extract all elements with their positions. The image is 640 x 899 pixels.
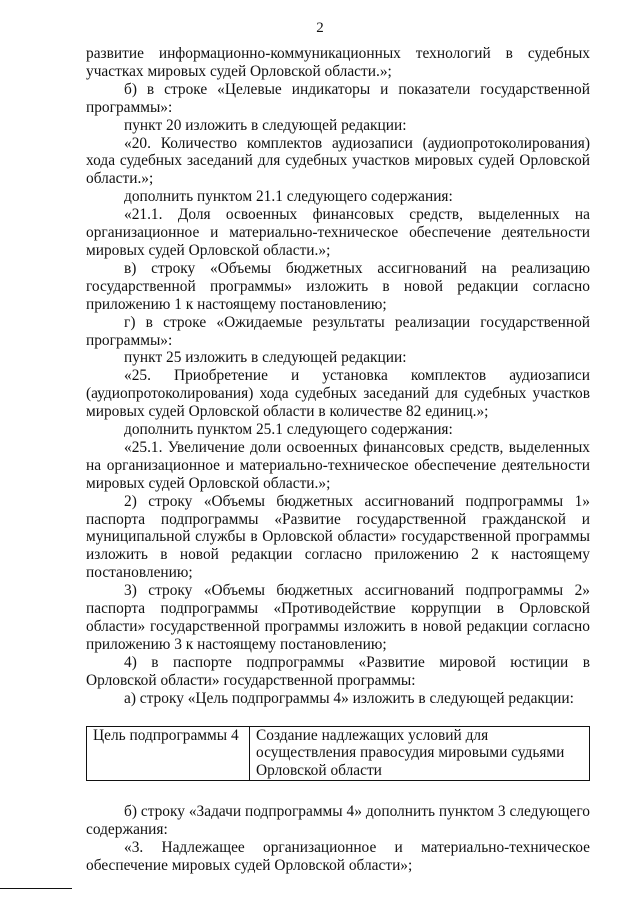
paragraph: развитие информационно-коммуникационных технологий в судебных участках мировых судей Орловской области.»; [86, 45, 590, 80]
footer-rule [0, 888, 72, 889]
paragraph: «20. Количество комплектов аудиозаписи (аудиопротоколирования) хода судебных заседаний для судебных участков мировых судей Орловской области.»; [86, 134, 590, 188]
paragraph: «25.1. Увеличение доли освоенных финансовых средств, выделенных на организационное и материально-техническое обеспечение деятельности мировых судей Орловской области.»; [86, 438, 590, 492]
paragraphs-after [86, 803, 590, 875]
paragraph: 3) строку «Объемы бюджетных ассигнований подпрограммы 2» паспорта подпрограммы «Противодействие коррупции в Орловской области» государственной программы изложить в новой редакции согласно приложению 3 к настоящему постановлению; [86, 582, 590, 653]
table-cell-value: Создание надлежащих условий для осуществления правосудия мировыми судьями Орловской области [250, 726, 590, 781]
subprogram-goal-table [86, 726, 590, 782]
subprogram-goal-table-wrap [86, 726, 590, 782]
paragraph: «21.1. Доля освоенных финансовых средств, выделенных на организационное и материально-техническое обеспечение деятельности мировых судей Орловской области.»; [86, 206, 590, 259]
paragraph: б) строку «Задачи подпрограммы 4» дополнить пунктом 3 следующего содержания: [86, 803, 590, 839]
paragraph: а) строку «Цель подпрограммы 4» изложить в следующей редакции: [124, 689, 574, 707]
paragraph: пункт 25 изложить в следующей редакции: [124, 349, 407, 367]
paragraph: г) в строке «Ожидаемые результаты реализации государственной программы»: [86, 313, 590, 349]
document-body [86, 45, 590, 875]
paragraph: б) в строке «Целевые индикаторы и показатели государственной программы»: [86, 80, 590, 116]
page-number: 2 [316, 20, 324, 36]
table-row [87, 726, 590, 781]
table-cell-label: Цель подпрограммы 4 [87, 726, 250, 781]
paragraph: пункт 20 изложить в следующей редакции: [124, 116, 407, 134]
paragraph: 4) в паспорте подпрограммы «Развитие мировой юстиции в Орловской области» государственной программы: [86, 653, 590, 689]
paragraph: «3. Надлежащее организационное и материально-техническое обеспечение мировых судей Орловской области»; [86, 839, 590, 874]
paragraph: в) строку «Объемы бюджетных ассигнований на реализацию государственной программы» изложить в новой редакции согласно приложению 1 к настоящему постановлению; [86, 259, 590, 313]
paragraphs-before [86, 45, 590, 708]
paragraph: дополнить пунктом 25.1 следующего содержания: [124, 421, 453, 439]
paragraph: 2) строку «Объемы бюджетных ассигнований подпрограммы 1» паспорта подпрограммы «Развитие государственной гражданской и муниципальной службы в Орловской области» государственной программы изложить в новой редакции согласно приложению 2 к настоящему постановлению; [86, 492, 590, 582]
paragraph: дополнить пунктом 21.1 следующего содержания: [124, 188, 453, 206]
paragraph: «25. Приобретение и установка комплектов аудиозаписи (аудиопротоколирования) хода судебных заседаний для судебных участков мировых судей Орловской области в количестве 82 единиц.»; [86, 367, 590, 421]
